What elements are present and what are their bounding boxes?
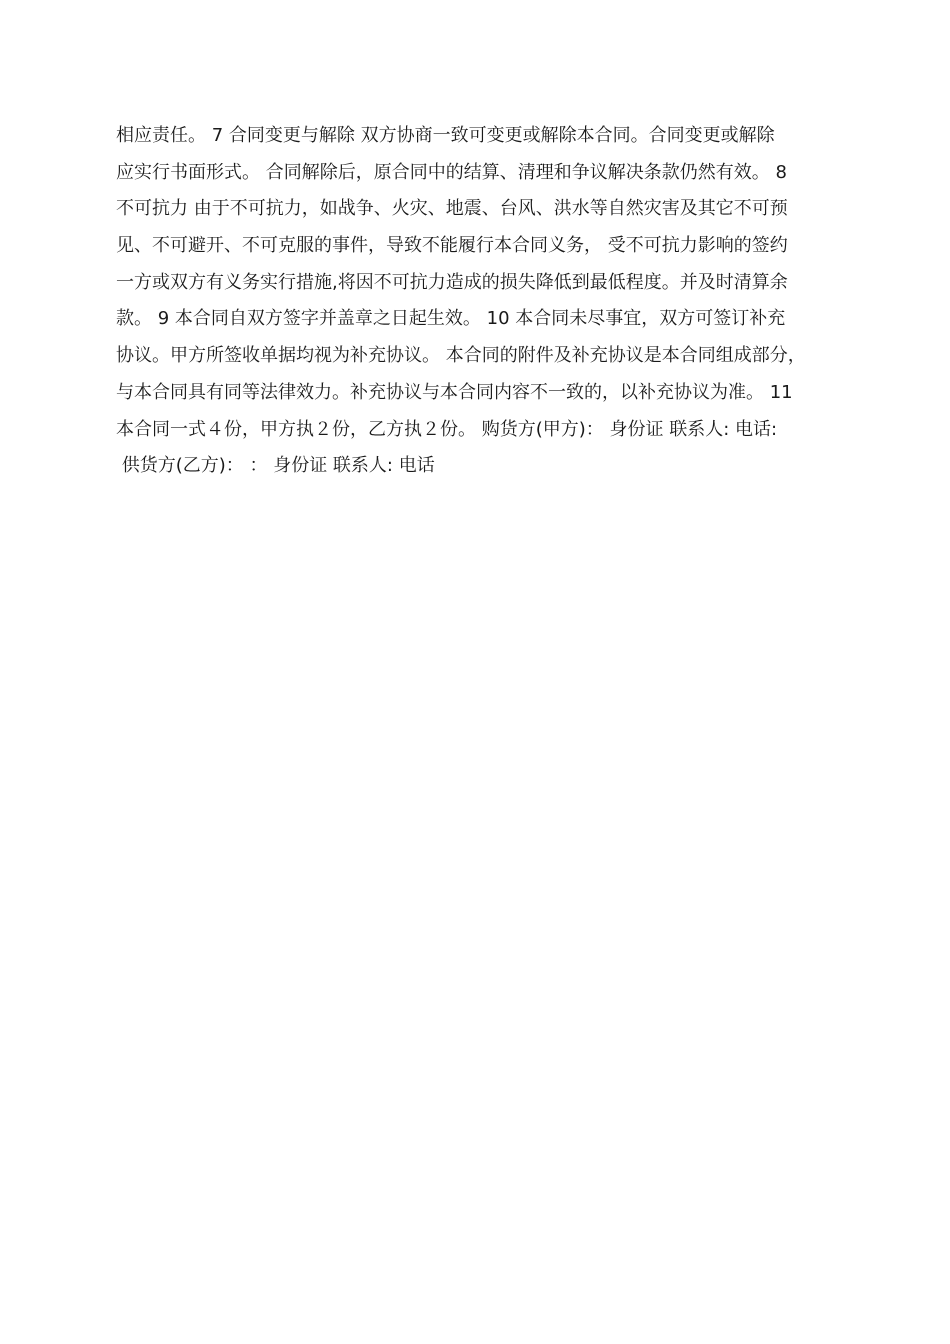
text-line-4: 见、不可避开、不可克服的事件，导致不能履行本合同义务， 受不可抗力影响的签约	[116, 235, 788, 257]
text-line-9: 本合同一式４份，甲方执２份，乙方执２份。 购货方(甲方)： 身份证 联系人: 电话:	[116, 418, 778, 440]
text-line-5: 一方或双方有义务实行措施,将因不可抗力造成的损失降低到最低程度。并及时清算余	[116, 271, 788, 293]
text-line-7: 协议。甲方所签收单据均视为补充协议。 本合同的附件及补充协议是本合同组成部分，	[116, 345, 806, 367]
text-line-1: 相应责任。 7 合同变更与解除 双方协商一致可变更或解除本合同。合同变更或解除	[116, 125, 775, 146]
text-line-8: 与本合同具有同等法律效力。补充协议与本合同内容不一致的，以补充协议为准。 11	[116, 381, 793, 403]
text-line-2: 应实行书面形式。 合同解除后，原合同中的结算、清理和争议解决条款仍然有效。 8	[116, 161, 787, 183]
contract-text	[116, 118, 856, 485]
text-line-10: 供货方(乙方)： ： 身份证 联系人: 电话	[116, 455, 435, 477]
text-line-3: 不可抗力 由于不可抗力，如战争、火灾、地震、台风、洪水等自然灾害及其它不可预	[116, 198, 788, 220]
text-line-6: 款。 9 本合同自双方签字并盖章之日起生效。 10 本合同未尽事宜，双方可签订补充	[116, 308, 786, 330]
